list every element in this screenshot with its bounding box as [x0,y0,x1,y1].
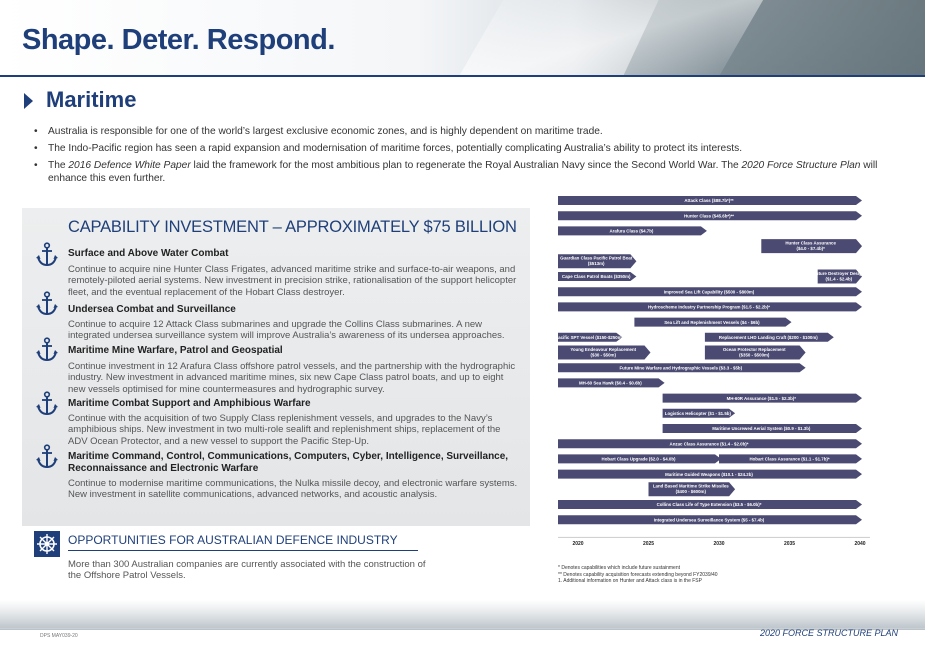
bullet-text: will enhance this even further. [48,160,878,184]
x-tick-label: 2025 [642,541,655,548]
capability-heading: Maritime Command, Control, Communications, Computers, Cyber, Intelligence, Surveillance, Reconnaissance and Electronic Warfare [68,451,509,474]
capability-description: Continue with the acquisition of two Supply Class replenishment vessels, and upgrades to the Navy’s amphibious ships. New investment in two multi-role sealift and replenishment ships, replacement of the ADV Ocean Protector, and a new vessel to support the Pacific Step-Up. [68,413,501,447]
timeline-bar [634,318,791,327]
anchor-icon [36,242,58,268]
timeline-bar [813,270,865,284]
bullet-item: • The Indo-Pacific region has seen a rapid expansion and modernisation of maritime forces, potentially complicating Australia’s ability to protect its interests. [34,142,884,155]
timeline-bar-label-line: ($513m) [587,261,605,267]
timeline-bar-label-line: Young Endeavour Replacement [570,346,637,352]
timeline-bar-label: Hobart Class Assurance ($1.1 - $1.7b)* [749,456,830,462]
capability-description: Continue to modernise maritime communications, the Nulka missile decoy, and electronic warfare systems. New investment in satellite communications, advanced networks, and acoustic analysis. [68,478,518,501]
x-tick-label: 2020 [572,541,584,548]
timeline-bar-label: MH-60R Assurance ($1.5 - $2.3b)* [726,395,796,401]
bullet-item: • Australia is responsible for one of the world’s largest exclusive economic zones, and is highly dependent on maritime trade. [34,125,884,138]
header-sea-image [612,0,925,75]
timeline-bar [705,333,834,342]
timeline-bar [663,394,862,403]
timeline-bar [663,409,736,418]
capability-heading: Maritime Mine Warfare, Patrol and Geospatial [68,345,283,356]
timeline-bar-label: MH-60 Sea Hawk ($0.4 - $0.6b) [578,380,642,386]
capability-heading: Undersea Combat and Surveillance [68,304,236,315]
bullet-text: The [48,160,69,171]
timeline-bar-label: Hobart Class Upgrade ($2.0 - $4.0b) [601,456,676,462]
timeline-bar-label-line: ($30 - $50m) [590,352,616,358]
timeline-bar [558,254,636,268]
timeline-bar-label: Maritime Uncrewed Aerial System ($0.9 - $1.3b) [712,426,811,432]
timeline-bar-label-line: Guardian Class Pacific Patrol Boat [560,255,633,261]
timeline-bar-label-line: ($350 - $500m) [739,352,770,358]
timeline-bar [558,439,862,448]
timeline-bar [555,333,623,342]
timeline-bar-label: Collins Class Life of Type Extension ($3.5 - $6.0b)* [656,502,762,508]
opportunities-description: More than 300 Australian companies are currently associated with the construction of the Offshore Patrol Vessels. [68,559,426,582]
timeline-bar [558,500,862,509]
x-tick-label: 2030 [713,541,725,548]
timeline-bar [558,302,862,311]
chart-notes [558,565,718,585]
timeline-bar [761,239,862,253]
timeline-bar [558,287,862,296]
timeline-bar-label: Replacement LHD Landing Craft ($200 - $100m) [718,335,818,340]
capability-title: CAPABILITY INVESTMENT – APPROXIMATELY $75 BILLION [68,218,517,236]
timeline-bar [558,196,862,205]
capability-heading: Surface and Above Water Combat [68,248,229,259]
anchor-icon [36,391,58,417]
timeline-bar-label: Pacific SPT Vessel ($150-$250m) [555,335,624,340]
timeline-bar-label-line: Ocean Protector Replacement [722,346,786,352]
capability-description: Continue to acquire nine Hunter Class Frigates, advanced maritime strike and surface-to-air weapons, and remotely-piloted aerial systems. New investment in precision strike, rationalisation of the support helicopter fleet, and the eventual replacement of the Hobart Class destroyer. [68,264,517,298]
opportunities-divider [68,550,418,551]
timeline-bar [663,424,862,433]
bullet-italic-text: 2020 Force Structure Plan [741,160,861,171]
timeline-bar-label: Sea Lift and Replenishment Vessels ($4 - $6b) [664,319,760,325]
timeline-bar-label-line: ($1.4 - $2.4b) [825,276,853,282]
timeline-bar-label-line: Land Based Maritime Strike Missiles [652,483,729,489]
capability-description: Continue to acquire 12 Attack Class submarines and upgrade the Collins Class submarines. A new integrated undersea surveillance system will improve Australia’s awareness of its undersea approaches. [68,319,505,342]
timeline-bar-label-line: ($400 - $600m) [675,489,706,495]
opportunities-title: OPPORTUNITIES FOR AUSTRALIAN DEFENCE INDUSTRY [68,533,398,547]
capability-heading: Maritime Combat Support and Amphibious Warfare [68,398,311,409]
x-tick-label: 2035 [783,541,796,548]
anchor-icon [36,337,58,363]
timeline-bar-label-line: Hunter Class Assurance [785,240,836,246]
x-tick-label: 2040 [854,541,866,548]
chart-note: ** Denotes capability acquisition forecasts extending beyond FY2039/40 [558,571,718,578]
timeline-bar-label: Hunter Class ($45.6b*)** [683,213,735,219]
capability-timeline-chart [540,190,900,570]
timeline-bar [558,226,707,235]
chart-note: 1. Additional information on Hunter and Attack class is in the FSP [558,578,702,584]
timeline-bar-label: Improved Sea Lift Capability ($500 - $800m) [663,289,755,295]
anchor-icon [36,291,58,317]
timeline-bar-label: Integrated Undersea Surveillance System ($5 - $7.4b) [653,517,765,523]
page-title: Shape. Deter. Respond. [22,24,335,56]
timeline-bar-label-line: ($4.0 - $7.4b)* [796,245,825,251]
timeline-bar [719,454,862,463]
intro-bullet-list [34,125,884,189]
timeline-bar-label-line: Future Destroyer Design [813,270,865,276]
footer-sea-image [0,600,925,630]
section-title: Maritime [46,87,137,112]
footer-document-code: DPS MAY039-20 [40,633,78,639]
anchor-icon [36,444,58,470]
timeline-bar-label: Cape Class Patrol Boats ($350m) [561,274,631,280]
timeline-bar-label: Maritime Guided Weapons ($10.1 - $24.2b) [665,471,753,477]
timeline-bar [558,515,862,524]
timeline-bar [558,454,721,463]
section-arrow-icon [24,93,33,109]
timeline-bar-label: Attack Class ($88.7b*)** [684,198,734,204]
timeline-bar-label: Logistics Helicopter ($1 - $1.5b) [664,411,731,416]
timeline-bar [558,470,862,479]
timeline-bar [558,378,665,387]
timeline-bar [558,272,636,281]
chart-note: * Denotes capabilities which include future sustainment [558,565,681,571]
header-divider [0,75,925,77]
timeline-bar [558,363,806,372]
timeline-bar-label: Future Mine Warfare and Hydrographic Vessels ($3.3 - $5b) [619,365,743,371]
timeline-bar [558,346,651,360]
timeline-bar [705,346,806,360]
bullet-text: laid the framework for the most ambitious plan to regenerate the Royal Australian Navy since the Second World War. The [190,160,742,171]
bullet-italic-text: 2016 Defence White Paper [68,160,191,171]
capability-description: Continue investment in 12 Arafura Class offshore patrol vessels, and the partnership with the hydrographic industry. New investment in advanced maritime mines, six new Cape Class patrol boats, and up to eight new vessels optimised for mine countermeasures and hydrographic survey. [68,361,516,395]
timeline-bar-label: Arafura Class ($4.7b) [609,228,654,234]
ship-wheel-icon [34,531,60,557]
timeline-bar-label: Hydroscheme Industry Partnership Program ($1.5 - $2.2b)* [647,304,771,310]
timeline-bar [649,482,736,496]
timeline-bar-label: Anzac Class Assurance ($1.4 - $2.0b)* [669,441,749,447]
footer-title: 2020 FORCE STRUCTURE PLAN [760,628,899,638]
bullet-item [34,159,884,185]
timeline-bar [558,211,862,220]
